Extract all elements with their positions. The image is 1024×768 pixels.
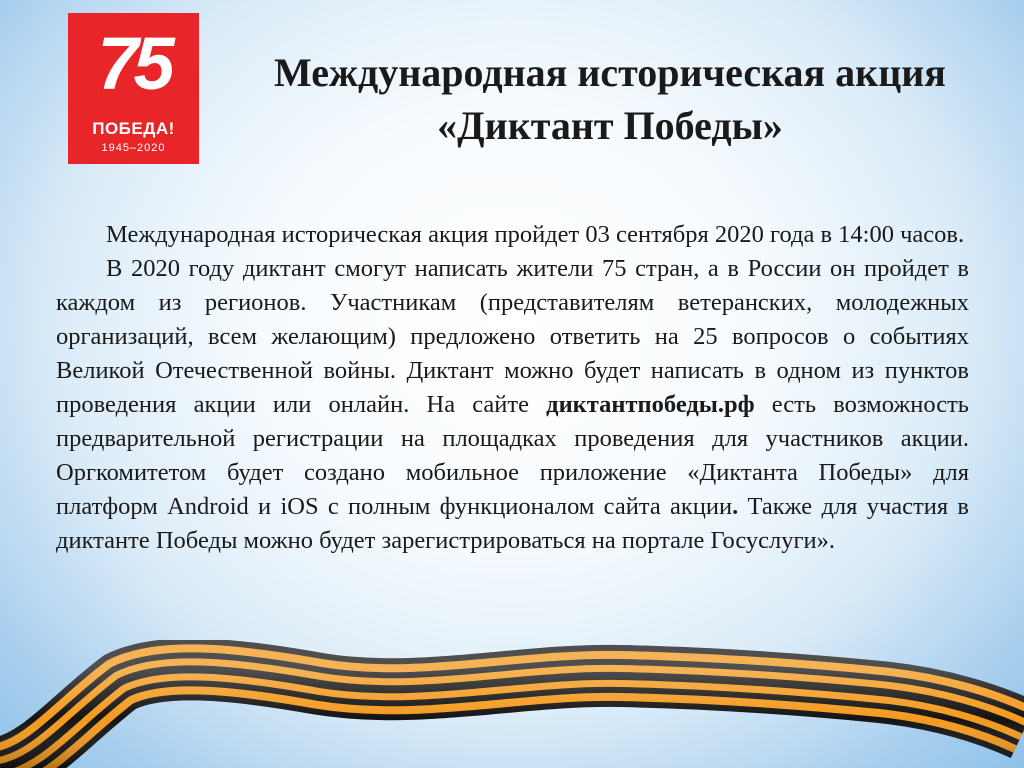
victory-75-logo xyxy=(68,13,199,164)
logo-number: 75 xyxy=(97,22,170,105)
bold-period: . xyxy=(732,493,739,520)
page-title xyxy=(215,46,1005,152)
paragraph-details xyxy=(56,252,969,558)
paragraph-details-text-1: В 2020 году диктант смогут написать жители 75 стран, а в России он пройдет в каждом из регионов. Участникам (представителям ветеранских, молодежных организаций, всем желающим) предложено ответить на 25 вопросов о событиях Великой Отечественной войны. Диктант можно будет написать в одном из пунктов проведения акции или онлайн. На сайте xyxy=(56,255,969,418)
ribbon-stripes xyxy=(0,669,1024,768)
body-text xyxy=(56,218,969,558)
website-name: диктантпобеды.рф xyxy=(546,391,755,418)
logo-years: 1945–2020 xyxy=(101,142,166,154)
title-line-1: Международная историческая акция xyxy=(274,50,946,95)
paragraph-date: Международная историческая акция пройдет 03 сентября 2020 года в 14:00 часов. xyxy=(106,221,965,248)
title-line-2: «Диктант Победы» xyxy=(437,103,783,148)
paragraph-details-text-3: Также для участия в диктанте Победы можно будет зарегистрироваться на портале Госуслуги». xyxy=(56,493,969,554)
st-george-ribbon-icon xyxy=(0,640,1024,768)
logo-word: ПОБЕДА! xyxy=(92,119,175,138)
paragraph-details-text-2: есть возможность предварительной регистрации на площадках проведения для участников акции. Оргкомитетом будет создано мобильное приложение «Диктанта Победы» для платформ Android и iOS с полным функционалом сайта акции xyxy=(56,391,969,520)
